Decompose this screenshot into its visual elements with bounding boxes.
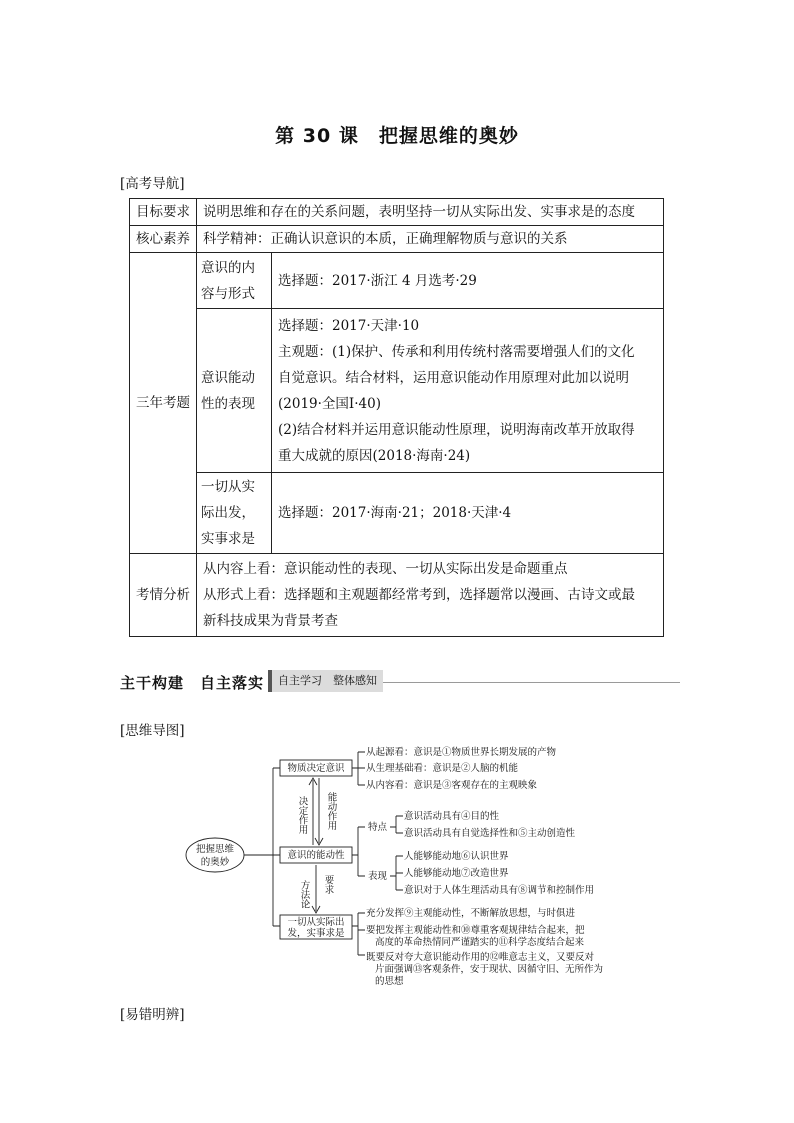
literacy-text: 科学精神：正确认识意识的本质，正确理解物质与意识的关系 (197, 226, 664, 253)
topic-line: 性的表现 (201, 395, 255, 412)
arrow2-right-label: 要求 (322, 875, 334, 894)
analysis-label: 考情分析 (130, 554, 197, 637)
node1-item: 从起源看：意识是①物质世界长期发展的产物 (366, 747, 557, 758)
goal-label: 目标要求 (130, 199, 197, 226)
node3-line: 一切从实际出 (287, 917, 345, 928)
node1-branches (352, 752, 365, 785)
question-cell-1 (272, 253, 664, 309)
section-label-guide: [高考导航] (120, 176, 185, 192)
arrow-left-label: 决定作用 (296, 796, 308, 834)
topic-line: 一切从实 (201, 479, 255, 495)
arrows-node1-node2 (309, 778, 323, 845)
node3-item: 要把发挥主观能动性和⑩尊重客观规律结合起来，把 (366, 925, 585, 936)
question-line: (2019·全国Ⅰ·40) (278, 395, 381, 412)
express-item: 人能够能动地⑥认识世界 (404, 851, 509, 862)
node3-item: 充分发挥⑨主观能动性，不断解放思想，与时俱进 (366, 908, 576, 919)
page-title: 第 30 课 把握思维的奥妙 (275, 125, 519, 147)
three-year-label: 三年考题 (130, 253, 197, 554)
analysis-text (197, 554, 664, 637)
banner-subtitle: 自主学习 整体感知 (268, 670, 383, 692)
node1-item: 从内容看：意识是③客观存在的主观映象 (366, 780, 538, 791)
section-label-mindmap: [思维导图] (120, 723, 185, 739)
root-branches (244, 768, 280, 926)
topic-line: 意识的内 (201, 259, 255, 276)
goal-text: 说明思维和存在的关系问题，表明坚持一切从实际出发、实事求是的态度 (197, 199, 664, 226)
feature-item: 意识活动具有自觉选择性和⑤主动创造性 (404, 828, 576, 839)
node3-item: 的思想 (375, 976, 404, 987)
question-line: 主观题：(1)保护、传承和利用传统村落需要增强人们的文化 (278, 343, 635, 360)
topic-cell-2 (197, 309, 272, 473)
topic-cell-1 (197, 253, 272, 309)
question-line: 自觉意识。结合材料，运用意识能动作用原理对此加以说明 (278, 369, 629, 386)
analysis-line: 从形式上看：选择题和主观题都经常考到，选择题常以漫画、古诗文或最 (203, 587, 635, 603)
feature-label: 特点 (368, 822, 388, 833)
literacy-label: 核心素养 (130, 226, 197, 253)
topic-line: 意识能动 (201, 369, 255, 386)
feature-branches (390, 816, 403, 833)
section-banner (120, 668, 680, 696)
question-line: (2)结合材料并运用意识能动性原理，说明海南改革开放取得 (278, 421, 635, 438)
arrow-node2-node3 (312, 865, 320, 913)
question-line: 重大成就的原因(2018·海南·24) (278, 447, 471, 464)
question-cell-2 (272, 309, 664, 473)
question-line: 选择题：2017·海南·21；2018·天津·4 (278, 505, 512, 521)
express-item: 意识对于人体生理活动具有⑧调节和控制作用 (404, 885, 595, 896)
node3-line: 发，实事求是 (287, 928, 345, 939)
node1-label: 物质决定意识 (287, 763, 345, 774)
question-line: 选择题：2017·天津·10 (278, 317, 420, 334)
exam-guide-table (129, 198, 664, 637)
topic-line: 际出发， (201, 505, 255, 521)
node2-label: 意识的能动性 (287, 850, 345, 861)
question-cell-3 (272, 473, 664, 554)
mind-map (185, 740, 615, 990)
express-label: 表现 (368, 871, 388, 882)
node3-item: 片面强调⑬客观条件，安于现状、因循守旧、无所作为 (375, 964, 604, 975)
analysis-line: 新科技成果为背景考查 (203, 613, 338, 629)
root-line: 把握思维 (195, 844, 235, 855)
topic-line: 容与形式 (201, 285, 255, 302)
node2-branches (352, 827, 365, 876)
feature-item: 意识活动具有④目的性 (404, 811, 500, 822)
analysis-line: 从内容上看：意识能动性的表现、一切从实际出发是命题重点 (203, 561, 568, 577)
arrow2-left-label: 方法论 (298, 880, 310, 909)
express-branches (390, 856, 403, 890)
express-item: 人能够能动地⑦改造世界 (404, 868, 509, 879)
node3-branches (352, 913, 365, 955)
node1-item: 从生理基础看：意识是②人脑的机能 (366, 763, 519, 774)
topic-line: 实事求是 (201, 531, 255, 547)
section-label-errors: [易错明辨] (120, 1007, 185, 1023)
node3-item: 高度的革命热情同严谨踏实的⑪科学态度结合起来 (375, 937, 585, 948)
topic-cell-3 (197, 473, 272, 554)
arrow-right-label: 能动作用 (325, 792, 337, 830)
node3-item: 既要反对夸大意识能动作用的⑫唯意志主义，又要反对 (366, 952, 595, 963)
banner-title: 主干构建 自主落实 (120, 672, 270, 693)
question-line: 选择题：2017·浙江 4 月选考·29 (278, 272, 477, 289)
root-line: 的奥妙 (200, 857, 230, 868)
